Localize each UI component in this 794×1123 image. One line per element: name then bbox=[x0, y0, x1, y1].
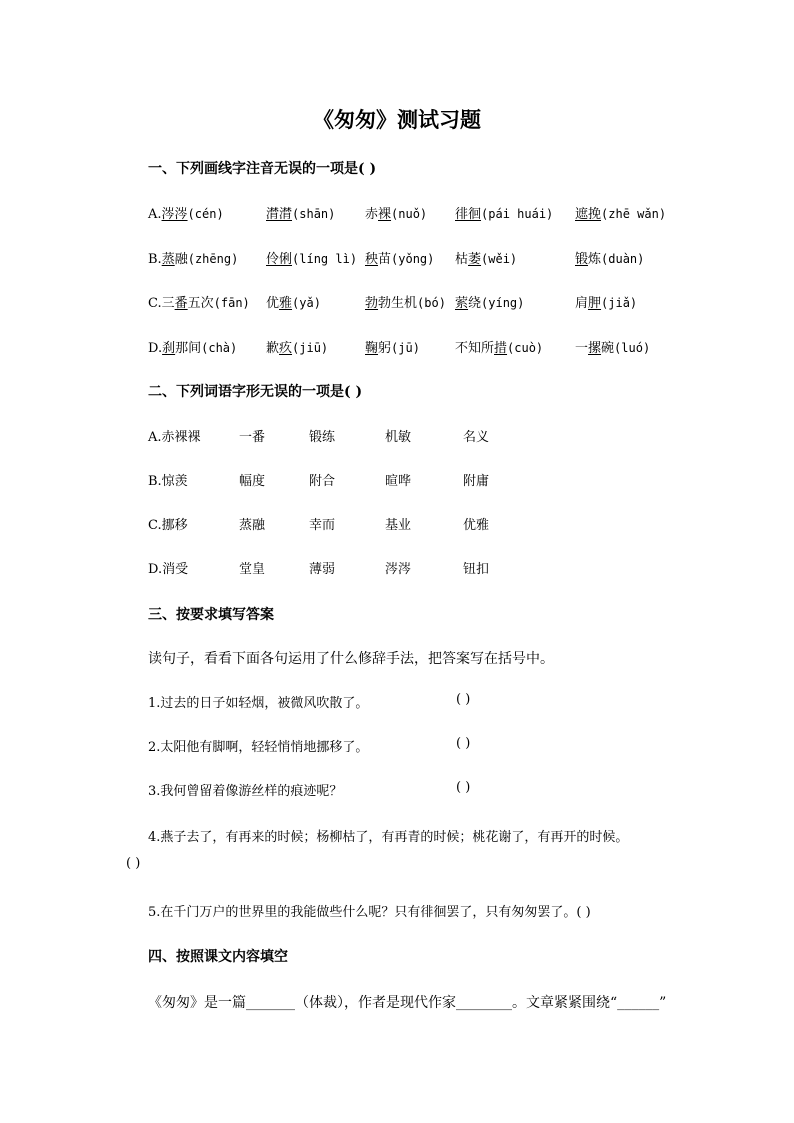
q1-option-item: 秧苗(yǒng) bbox=[365, 252, 435, 267]
q1-option-item: 潸潸(shān) bbox=[266, 207, 336, 222]
q1-option-item: 枯萎(wěi) bbox=[455, 252, 518, 267]
answer-paren-3[interactable]: ( ) bbox=[456, 780, 471, 795]
q3-item-2: 2.太阳他有脚啊，轻轻悄悄地挪移了。 bbox=[148, 740, 369, 755]
answer-paren-4[interactable]: ( ) bbox=[126, 856, 141, 871]
q2-option-item: 一番 bbox=[239, 430, 266, 445]
q3-item-5: 5.在千门万户的世界里的我能做些什么呢？只有徘徊罢了，只有匆匆罢了。( ) bbox=[148, 905, 591, 920]
q1-option-item: D.刹那间(chà) bbox=[148, 341, 238, 356]
page-title: 《匆匆》测试习题 bbox=[313, 107, 481, 132]
q1-option-item: 鞠躬(jū) bbox=[365, 341, 420, 356]
q4-text: 《匆匆》是一篇_______（体裁），作者是现代作家________。文章紧紧围绕“______” bbox=[148, 995, 667, 1011]
q2-option-item: 薄弱 bbox=[309, 562, 336, 577]
q3-item-4: 4.燕子去了，有再来的时候；杨柳枯了，有再青的时候；桃花谢了，有再开的时候。 bbox=[148, 830, 629, 845]
q2-option-item: D.消受 bbox=[148, 562, 189, 577]
q3-item-1: 1.过去的日子如轻烟，被微风吹散了。 bbox=[148, 696, 369, 711]
q1-option-item: B.蒸融(zhēng) bbox=[148, 252, 239, 267]
q1-option-item: 优雅(yǎ) bbox=[266, 296, 321, 311]
q1-option-item: A.涔涔(cén) bbox=[148, 207, 224, 222]
q2-option-item: 幸而 bbox=[309, 518, 336, 533]
q3-instruction: 读句子，看看下面各句运用了什么修辞手法，把答案写在括号中。 bbox=[148, 651, 554, 667]
answer-paren-1[interactable]: ( ) bbox=[456, 692, 471, 707]
q2-option-item: 基业 bbox=[385, 518, 412, 533]
q3-heading: 三、按要求填写答案 bbox=[148, 607, 274, 623]
q1-option-item: 伶俐(líng lì) bbox=[266, 252, 358, 267]
q2-option-item: C.挪移 bbox=[148, 518, 188, 533]
q1-option-item: 徘徊(pái huái) bbox=[455, 207, 554, 222]
q2-option-item: 堂皇 bbox=[239, 562, 266, 577]
q1-option-item: 遮挽(zhē wǎn) bbox=[575, 207, 667, 222]
q1-option-item: 赤裸(nuǒ) bbox=[365, 207, 428, 222]
q2-option-item: B.惊羡 bbox=[148, 474, 188, 489]
q1-option-item: 萦绕(yíng) bbox=[455, 296, 525, 311]
q1-option-item: 勃勃生机(bó) bbox=[365, 296, 446, 311]
q1-option-item: C.三番五次(fān) bbox=[148, 296, 250, 311]
q2-option-item: A.赤裸裸 bbox=[148, 430, 201, 445]
q2-heading: 二、下列词语字形无误的一项是( ) bbox=[148, 384, 363, 400]
q1-option-item: 不知所措(cuò) bbox=[455, 341, 544, 356]
q1-option-item: 歉疚(jiū) bbox=[266, 341, 329, 356]
q2-option-item: 附合 bbox=[309, 474, 336, 489]
q3-item-3: 3.我何曾留着像游丝样的痕迹呢？ bbox=[148, 784, 343, 799]
q2-option-item: 蒸融 bbox=[239, 518, 266, 533]
q2-option-item: 暄哗 bbox=[385, 474, 412, 489]
answer-paren-2[interactable]: ( ) bbox=[456, 736, 471, 751]
q4-heading: 四、按照课文内容填空 bbox=[148, 949, 288, 965]
q2-option-item: 钮扣 bbox=[463, 562, 490, 577]
q2-option-item: 优雅 bbox=[463, 518, 490, 533]
q2-option-item: 涔涔 bbox=[385, 562, 412, 577]
q1-option-item: 一摞碗(luó) bbox=[575, 341, 651, 356]
q2-option-item: 锻练 bbox=[309, 430, 336, 445]
q1-heading: 一、下列画线字注音无误的一项是( ) bbox=[148, 161, 377, 177]
q2-option-item: 幅度 bbox=[239, 474, 266, 489]
q1-option-item: 肩胛(jiǎ) bbox=[575, 296, 638, 311]
q2-option-item: 附庸 bbox=[463, 474, 490, 489]
q2-option-item: 名义 bbox=[463, 430, 490, 445]
q2-option-item: 机敏 bbox=[385, 430, 412, 445]
q1-option-item: 锻炼(duàn) bbox=[575, 252, 645, 267]
